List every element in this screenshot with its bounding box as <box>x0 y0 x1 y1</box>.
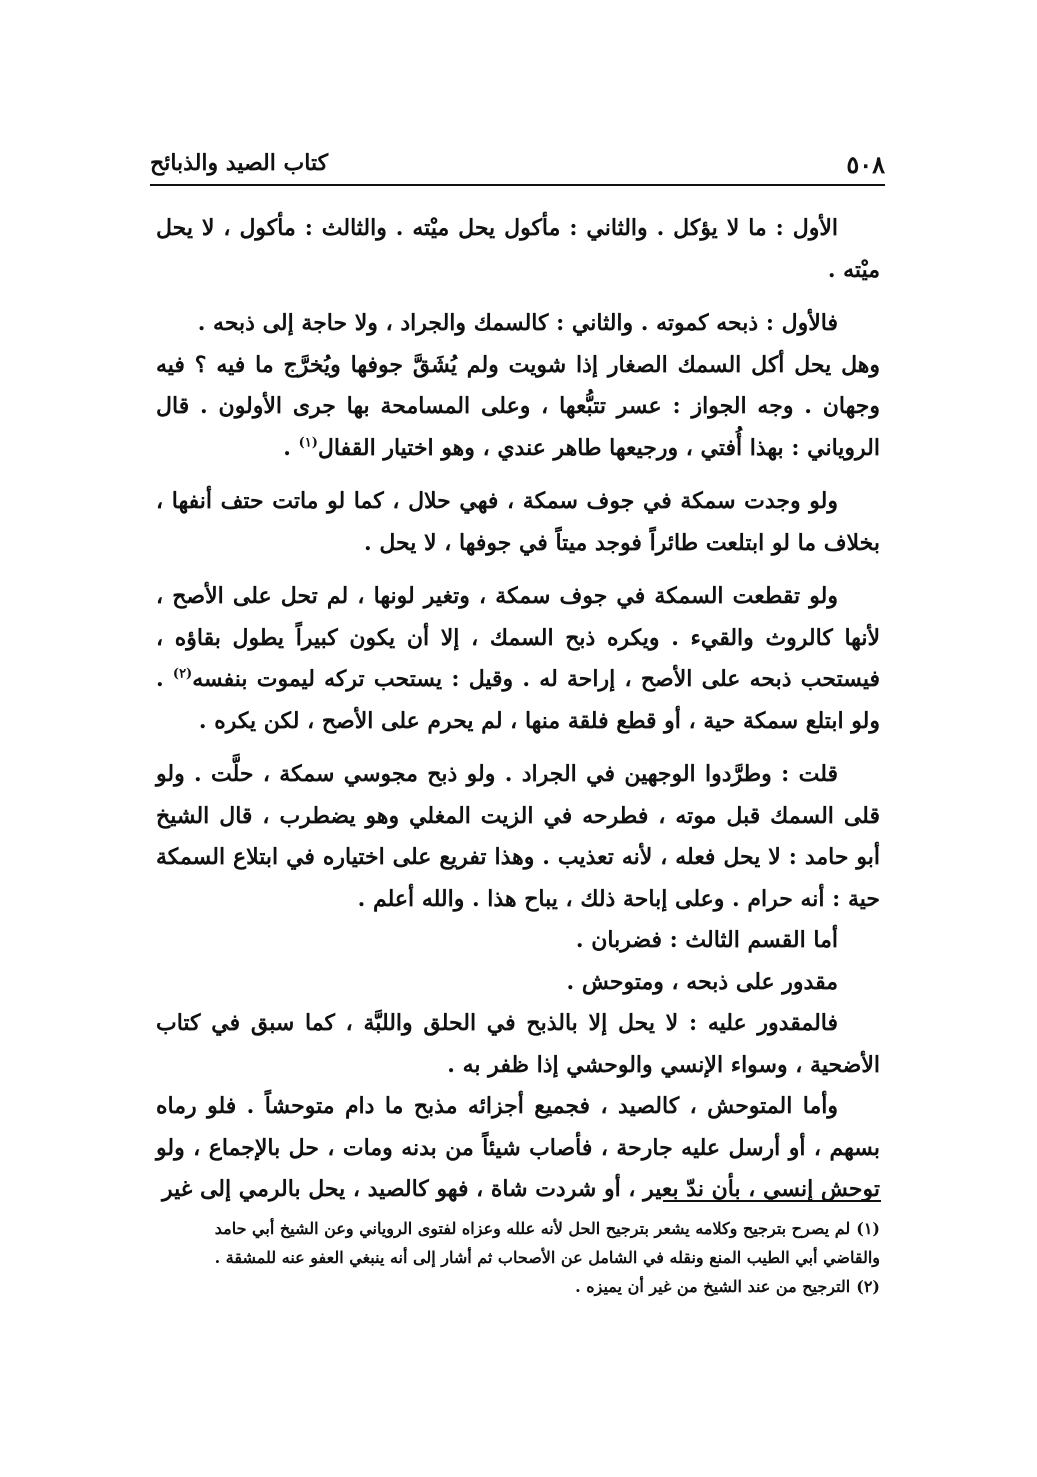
page-header <box>150 150 885 184</box>
paragraph-4-text-b: . ولو ابتلع سمكة حية ، أو قطع فلقة منها ، لم يحرم على الأصح ، لكن يكره . <box>156 666 880 734</box>
footnote-rule <box>663 1200 881 1202</box>
header-rule <box>150 184 885 186</box>
paragraph-4-text-a: ولو تقطعت السمكة في جوف سمكة ، وتغير لونها ، لم تحل على الأصح ، لأنها كالروث والقيء . ويكره ذبح السمك ، إلا أن يكون كبيراً يطول بقاؤه ، فيستحب ذبحه على الأصح ، إراحة له . وقيل : يستحب تركه ليموت بنفسه <box>156 583 880 692</box>
paragraph-2 <box>156 303 880 345</box>
footnote-1 <box>156 1214 880 1272</box>
paragraph-6: فالمقدور عليه : لا يحل إلا بالذبح في الحلق واللبَّة ، كما سبق في كتاب الأضحية ، وسواء الإنسي والوحشي إذا ظفر به . <box>156 1010 880 1078</box>
footnote-2-marker: (٢) <box>856 1277 880 1296</box>
main-text <box>156 208 880 1211</box>
paragraph-7: وأما المتوحش ، كالصيد ، فجميع أجزائه مذبح ما دام متوحشاً . فلو رماه بسهم ، أو أرسل عليه جارحة ، فأصاب شيئاً من بدنه ومات ، حل بالإجماع ، ولو توحش إنسي ، بأن ندّ بعير ، أو شردت شاة ، فهو كالصيد ، يحل بالرمي إلى غير <box>156 1093 880 1202</box>
footnote-ref-1[interactable]: (١) <box>298 435 318 451</box>
footnote-2-text: الترجيح من عند الشيخ من غير أن يميزه . <box>575 1277 851 1296</box>
paragraph-5: قلت : وطرَّدوا الوجهين في الجراد . ولو ذبح مجوسي سمكة ، حلَّت . ولو قلى السمك قبل موته ، فطرحه في الزيت المغلي وهو يضطرب ، قال الشيخ أبو حامد : لا يحل فعله ، لأنه تعذيب . وهذا تفريع على اختياره في ابتلاع السمكة حية : أنه حرام . وعلى إباحة ذلك ، يباح هذا . والله أعلم . <box>156 761 880 912</box>
paragraph-1: الأول : ما لا يؤكل . والثاني : مأكول يحل ميْته . والثالث : مأكول ، لا يحل ميْته . <box>156 215 880 283</box>
footnote-1-marker: (١) <box>856 1219 880 1238</box>
footnote-2 <box>156 1272 880 1301</box>
paragraph-2b-end: . <box>283 434 299 461</box>
paragraph-2-text: فالأول : ذبحه كموته . والثاني : كالسمك والجراد ، ولا حاجة إلى ذبحه . <box>197 310 838 336</box>
footnote-ref-2[interactable]: (٢) <box>172 666 193 682</box>
running-title: كتاب الصيد والذبائح <box>150 150 329 176</box>
page-number: ٥٠٨ <box>846 150 885 179</box>
section-heading-line: أما القسم الثالث : فضربان . <box>575 927 838 953</box>
paragraph-3: ولو وجدت سمكة في جوف سمكة ، فهي حلال ، كما لو ماتت حتف أنفها ، بخلاف ما لو ابتلعت طائراً فوجد ميتاً في جوفها ، لا يحل . <box>156 488 880 556</box>
footnote-1-text: لم يصرح بترجيح وكلامه يشعر بترجيح الحل لأنه علله وعزاه لفتوى الروياني وعن الشيخ أبي حامد والقاضي أبي الطيب المنع ونقله في الشامل عن الأصحاب ثم أشار إلى أنه ينبغي العفو عنه للمشقة . <box>214 1219 880 1267</box>
section-subline: مقدور على ذبحه ، ومتوحش . <box>566 968 838 995</box>
paragraph-4 <box>156 576 880 742</box>
paragraph-2b-text: وهل يحل أكل السمك الصغار إذا شويت ولم يُشَقَّ جوفها ويُخرَّج ما فيه ؟ فيه وجهان . وجه الجواز : عسر تتبُّعها ، وعلى المسامحة بها جرى الأولون . قال الروياني : بهذا أُفتي ، ورجيعها طاهر عندي ، وهو اختيار القفال <box>156 351 880 461</box>
footnotes <box>156 1214 880 1301</box>
paragraph-2b <box>156 345 880 470</box>
